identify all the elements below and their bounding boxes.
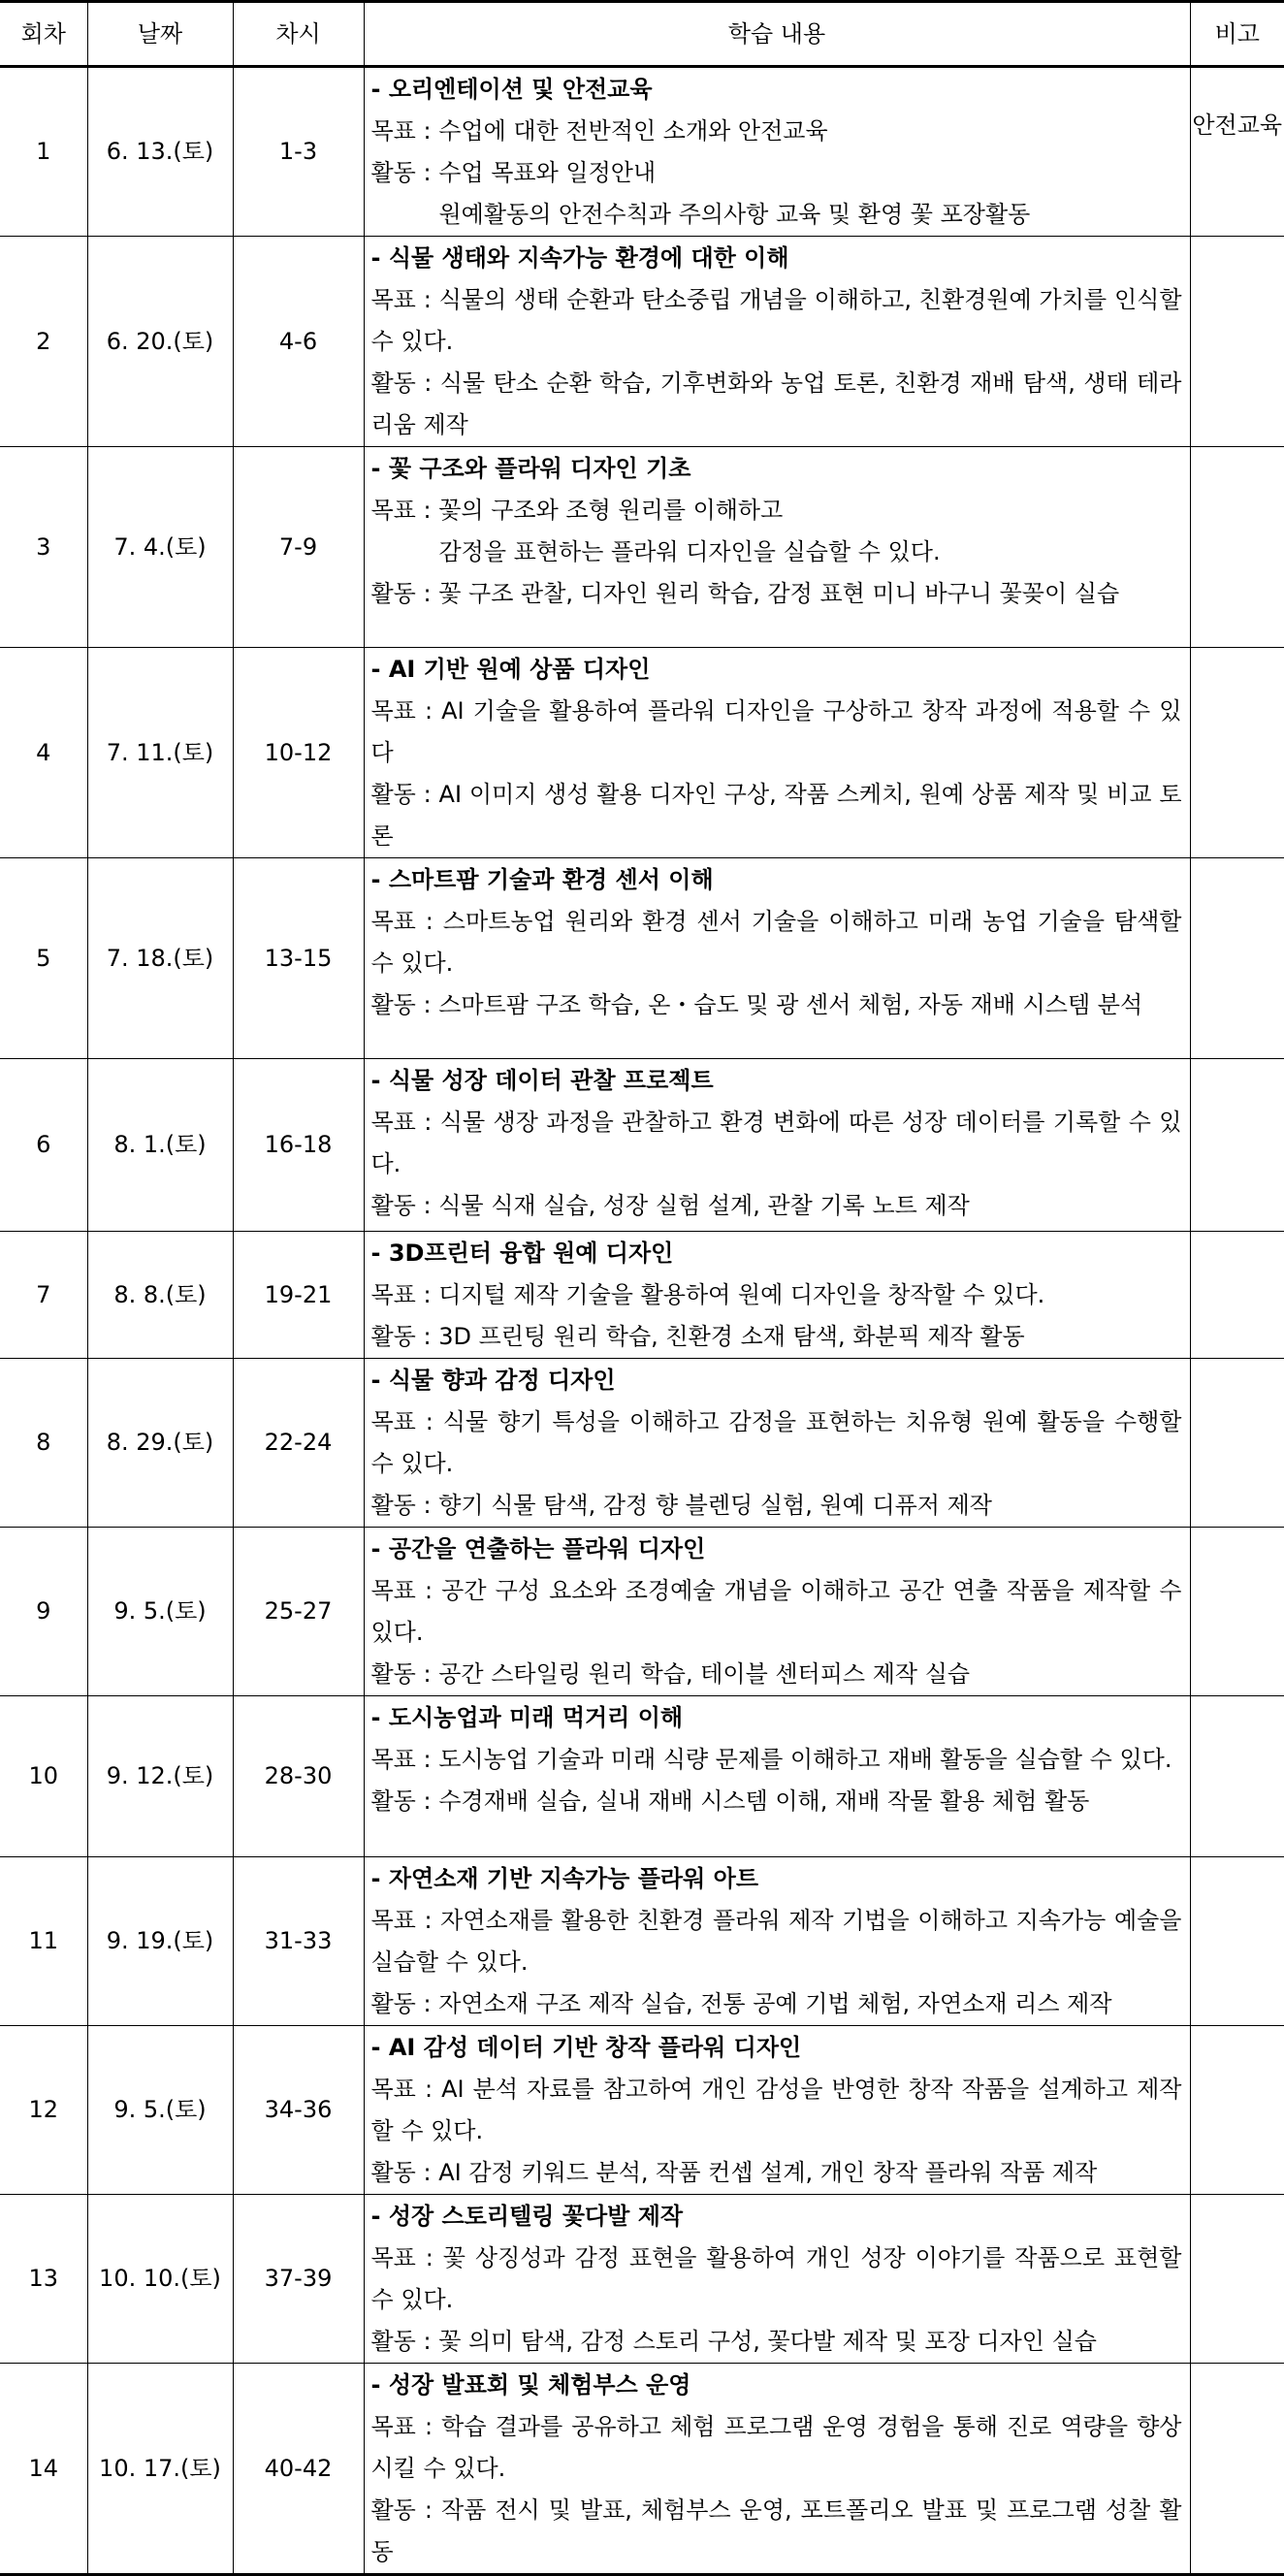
content-cell xyxy=(364,1359,1190,1528)
date-cell: 6. 20.(토) xyxy=(87,237,233,447)
lesson-title: - 성장 발표회 및 체험부스 운영 xyxy=(370,2371,691,2399)
lesson-activity: 활동 : 꽃 의미 탐색, 감정 스토리 구성, 꽃다발 제작 및 포장 디자인 실습 xyxy=(370,2328,1097,2355)
lesson-activity: 활동 : 3D 프린팅 원리 학습, 친환경 소재 탐색, 화분픽 제작 활동 xyxy=(370,1323,1025,1350)
table-row xyxy=(0,2195,1284,2364)
note-cell: 안전교육 xyxy=(1190,67,1284,237)
round-cell: 7 xyxy=(0,1232,87,1359)
round-cell: 2 xyxy=(0,237,87,447)
header-content: 학습 내용 xyxy=(364,2,1190,67)
date-cell: 7. 18.(토) xyxy=(87,858,233,1059)
round-cell: 13 xyxy=(0,2195,87,2364)
session-cell: 10-12 xyxy=(233,648,364,858)
lesson-activity: 활동 : 수경재배 실습, 실내 재배 시스템 이해, 재배 작물 활용 체험 활동 xyxy=(370,1787,1090,1815)
session-cell: 7-9 xyxy=(233,447,364,648)
lesson-activity: 활동 : 작품 전시 및 발표, 체험부스 운영, 포트폴리오 발표 및 프로그램 성찰 활동 xyxy=(370,2496,1182,2565)
lesson-goal: 목표 : AI 분석 자료를 참고하여 개인 감성을 반영한 창작 작품을 설계하고 제작할 수 있다. xyxy=(370,2076,1182,2144)
session-cell: 37-39 xyxy=(233,2195,364,2364)
table-row xyxy=(0,2026,1284,2195)
lesson-goal: 목표 : 학습 결과를 공유하고 체험 프로그램 운영 경험을 통해 진로 역량을 향상시킬 수 있다. xyxy=(370,2413,1182,2482)
lesson-activity: 활동 : 수업 목표와 일정안내 xyxy=(370,159,657,186)
date-cell: 8. 1.(토) xyxy=(87,1059,233,1232)
round-cell: 11 xyxy=(0,1857,87,2026)
session-cell: 22-24 xyxy=(233,1359,364,1528)
table-row xyxy=(0,447,1284,648)
header-round: 회차 xyxy=(0,2,87,67)
content-cell xyxy=(364,1696,1190,1857)
lesson-title: - 3D프린터 융합 원예 디자인 xyxy=(370,1240,674,1267)
session-cell: 16-18 xyxy=(233,1059,364,1232)
date-cell: 6. 13.(토) xyxy=(87,67,233,237)
round-cell: 6 xyxy=(0,1059,87,1232)
note-cell xyxy=(1190,1232,1284,1359)
session-cell: 4-6 xyxy=(233,237,364,447)
lesson-activity: 활동 : 자연소재 구조 제작 실습, 전통 공예 기법 체험, 자연소재 리스 제작 xyxy=(370,1990,1112,2017)
table-row xyxy=(0,1857,1284,2026)
lesson-goal: 목표 : 꽃 상징성과 감정 표현을 활용하여 개인 성장 이야기를 작품으로 표현할 수 있다. xyxy=(370,2244,1182,2313)
content-cell xyxy=(364,237,1190,447)
header-session: 차시 xyxy=(233,2,364,67)
note-cell xyxy=(1190,1857,1284,2026)
table-row xyxy=(0,1359,1284,1528)
round-cell: 9 xyxy=(0,1528,87,1696)
content-cell xyxy=(364,447,1190,648)
lesson-activity: 활동 : AI 감정 키워드 분석, 작품 컨셉 설계, 개인 창작 플라워 작품 제작 xyxy=(370,2159,1098,2186)
content-cell xyxy=(364,648,1190,858)
lesson-detail: 원예활동의 안전수칙과 주의사항 교육 및 환영 꽃 포장활동 xyxy=(438,201,1031,228)
session-cell: 31-33 xyxy=(233,1857,364,2026)
content-cell xyxy=(364,1857,1190,2026)
date-cell: 7. 11.(토) xyxy=(87,648,233,858)
table-row xyxy=(0,1232,1284,1359)
table-row xyxy=(0,67,1284,237)
lesson-goal: 목표 : 식물 생장 과정을 관찰하고 환경 변화에 따른 성장 데이터를 기록할 수 있다. xyxy=(370,1109,1182,1177)
lesson-goal: 목표 : 식물 향기 특성을 이해하고 감정을 표현하는 치유형 원예 활동을 수행할 수 있다. xyxy=(370,1408,1182,1477)
lesson-title: - AI 기반 원예 상품 디자인 xyxy=(370,656,651,683)
lesson-title: - 꽃 구조와 플라워 디자인 기초 xyxy=(370,455,691,482)
lesson-goal: 목표 : 디지털 제작 기술을 활용하여 원예 디자인을 창작할 수 있다. xyxy=(370,1281,1045,1308)
lesson-activity: 활동 : 꽃 구조 관찰, 디자인 원리 학습, 감정 표현 미니 바구니 꽃꽂이 실습 xyxy=(370,580,1120,607)
content-cell xyxy=(364,2364,1190,2575)
lesson-title: - 성장 스토리텔링 꽃다발 제작 xyxy=(370,2203,684,2230)
note-cell xyxy=(1190,2364,1284,2575)
lesson-activity: 활동 : 공간 스타일링 원리 학습, 테이블 센터피스 제작 실습 xyxy=(370,1660,971,1688)
round-cell: 8 xyxy=(0,1359,87,1528)
lesson-title: - 식물 생태와 지속가능 환경에 대한 이해 xyxy=(370,244,789,272)
date-cell: 10. 17.(토) xyxy=(87,2364,233,2575)
date-cell: 8. 29.(토) xyxy=(87,1359,233,1528)
round-cell: 4 xyxy=(0,648,87,858)
table-row xyxy=(0,2364,1284,2575)
lesson-title: - 오리엔테이션 및 안전교육 xyxy=(370,76,653,103)
content-cell xyxy=(364,1232,1190,1359)
lesson-activity: 활동 : 스마트팜 구조 학습, 온・습도 및 광 센서 체험, 자동 재배 시스템 분석 xyxy=(370,991,1143,1018)
note-cell xyxy=(1190,1696,1284,1857)
session-cell: 28-30 xyxy=(233,1696,364,1857)
lesson-activity: 활동 : 식물 식재 실습, 성장 실험 설계, 관찰 기록 노트 제작 xyxy=(370,1192,970,1219)
content-cell xyxy=(364,1059,1190,1232)
round-cell: 5 xyxy=(0,858,87,1059)
header-row xyxy=(0,2,1284,67)
round-cell: 10 xyxy=(0,1696,87,1857)
lesson-activity: 활동 : AI 이미지 생성 활용 디자인 구상, 작품 스케치, 원예 상품 제작 및 비교 토론 xyxy=(370,781,1182,850)
lesson-goal: 목표 : 도시농업 기술과 미래 식량 문제를 이해하고 재배 활동을 실습할 수 있다. xyxy=(370,1746,1172,1773)
lesson-activity: 활동 : 향기 식물 탐색, 감정 향 블렌딩 실험, 원예 디퓨저 제작 xyxy=(370,1492,992,1519)
lesson-title: - 도시농업과 미래 먹거리 이해 xyxy=(370,1704,684,1731)
table-row xyxy=(0,237,1284,447)
lesson-title: - 자연소재 기반 지속가능 플라워 아트 xyxy=(370,1865,758,1892)
note-cell xyxy=(1190,1359,1284,1528)
date-cell: 8. 8.(토) xyxy=(87,1232,233,1359)
content-cell xyxy=(364,2195,1190,2364)
round-cell: 3 xyxy=(0,447,87,648)
note-cell xyxy=(1190,858,1284,1059)
session-cell: 40-42 xyxy=(233,2364,364,2575)
session-cell: 13-15 xyxy=(233,858,364,1059)
table-row xyxy=(0,648,1284,858)
lesson-goal: 목표 : 공간 구성 요소와 조경예술 개념을 이해하고 공간 연출 작품을 제작할 수 있다. xyxy=(370,1577,1182,1646)
session-cell: 34-36 xyxy=(233,2026,364,2195)
round-cell: 12 xyxy=(0,2026,87,2195)
lesson-goal: 목표 : AI 기술을 활용하여 플라워 디자인을 구상하고 창작 과정에 적용할 수 있다 xyxy=(370,697,1182,766)
lesson-title: - AI 감성 데이터 기반 창작 플라워 디자인 xyxy=(370,2034,802,2061)
date-cell: 9. 19.(토) xyxy=(87,1857,233,2026)
header-note: 비고 xyxy=(1190,2,1284,67)
note-cell xyxy=(1190,1059,1284,1232)
lesson-title: - 식물 향과 감정 디자인 xyxy=(370,1367,616,1394)
lesson-goal: 목표 : 식물의 생태 순환과 탄소중립 개념을 이해하고, 친환경원예 가치를 인식할 수 있다. xyxy=(370,286,1182,355)
note-cell xyxy=(1190,237,1284,447)
table-row xyxy=(0,858,1284,1059)
lesson-title: - 식물 성장 데이터 관찰 프로젝트 xyxy=(370,1067,714,1094)
session-cell: 25-27 xyxy=(233,1528,364,1696)
date-cell: 7. 4.(토) xyxy=(87,447,233,648)
table-row xyxy=(0,1696,1284,1857)
lesson-goal: 목표 : 자연소재를 활용한 친환경 플라워 제작 기법을 이해하고 지속가능 예술을 실습할 수 있다. xyxy=(370,1907,1182,1976)
lesson-activity: 활동 : 식물 탄소 순환 학습, 기후변화와 농업 토론, 친환경 재배 탐색, 생태 테라리움 제작 xyxy=(370,370,1182,438)
round-cell: 14 xyxy=(0,2364,87,2575)
note-cell xyxy=(1190,2195,1284,2364)
lesson-goal: 목표 : 스마트농업 원리와 환경 센서 기술을 이해하고 미래 농업 기술을 탐색할 수 있다. xyxy=(370,908,1182,977)
content-cell xyxy=(364,858,1190,1059)
note-cell xyxy=(1190,447,1284,648)
lesson-goal: 목표 : 꽃의 구조와 조형 원리를 이해하고 xyxy=(370,497,784,524)
lesson-detail: 감정을 표현하는 플라워 디자인을 실습할 수 있다. xyxy=(438,538,941,565)
lesson-title: - 스마트팜 기술과 환경 센서 이해 xyxy=(370,866,714,893)
note-cell xyxy=(1190,1528,1284,1696)
date-cell: 9. 12.(토) xyxy=(87,1696,233,1857)
note-cell xyxy=(1190,2026,1284,2195)
round-cell: 1 xyxy=(0,67,87,237)
session-cell: 1-3 xyxy=(233,67,364,237)
date-cell: 10. 10.(토) xyxy=(87,2195,233,2364)
date-cell: 9. 5.(토) xyxy=(87,2026,233,2195)
lesson-title: - 공간을 연출하는 플라워 디자인 xyxy=(370,1535,706,1562)
date-cell: 9. 5.(토) xyxy=(87,1528,233,1696)
content-cell xyxy=(364,2026,1190,2195)
content-cell xyxy=(364,1528,1190,1696)
table-row xyxy=(0,1059,1284,1232)
table-row xyxy=(0,1528,1284,1696)
header-date: 날짜 xyxy=(87,2,233,67)
session-cell: 19-21 xyxy=(233,1232,364,1359)
content-cell xyxy=(364,67,1190,237)
note-cell xyxy=(1190,648,1284,858)
lesson-goal: 목표 : 수업에 대한 전반적인 소개와 안전교육 xyxy=(370,117,828,145)
